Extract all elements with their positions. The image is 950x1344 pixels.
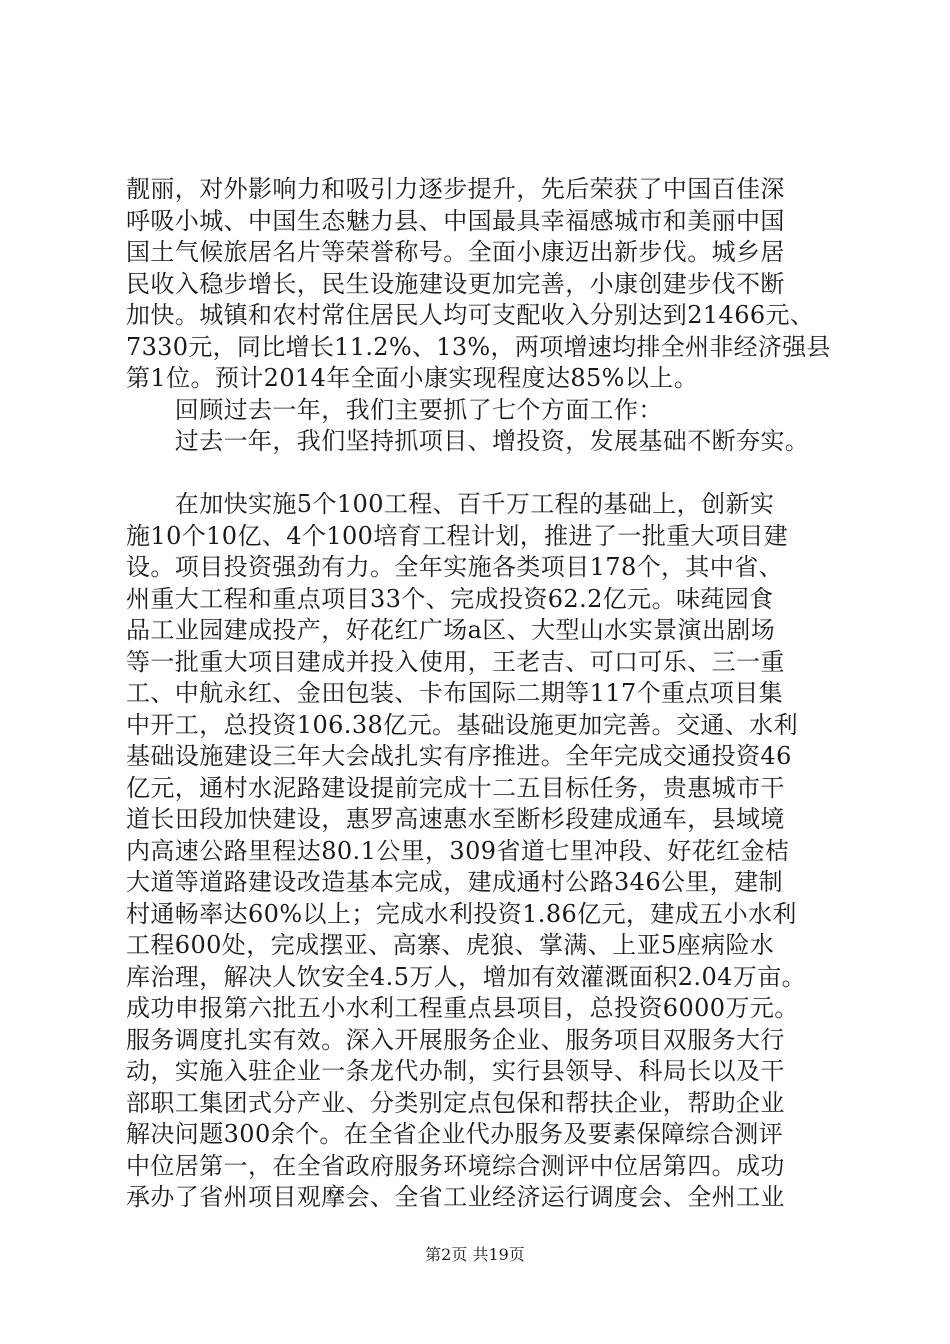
text-line: 库治理，解决人饮安全4.5万人，增加有效灌溉面积2.04万亩。	[126, 962, 807, 991]
text-line: 工程600处，完成摆亚、高寨、虎狼、掌满、上亚5座病险水	[126, 931, 775, 959]
text-line: 服务调度扎实有效。深入开展服务企业、服务项目双服务大行	[126, 1025, 785, 1054]
text-line: 施10个10亿、4个100培育工程计划，推进了一批重大项目建	[126, 521, 789, 550]
text-line: 第1位。预计2014年全面小康实现程度达85%以上。	[126, 364, 699, 392]
text-line: 大道等道路建设改造基本完成，建成通村公路346公里，建制	[126, 868, 784, 896]
document-body	[126, 174, 831, 1214]
text-line: 解决问题300余个。在全省企业代办服务及要素保障综合测评	[126, 1120, 784, 1148]
text-line: 工、中航永红、金田包装、卡布国际二期等117个重点项目集	[126, 679, 784, 707]
text-line: 国土气候旅居名片等荣誉称号。全面小康迈出新步伐。城乡居	[126, 238, 785, 266]
text-line: 承办了省州项目观摩会、全省工业经济运行调度会、全州工业	[126, 1183, 785, 1211]
paragraph-block-2	[126, 489, 826, 1214]
text-line: 7330元，同比增长11.2%、13%，两项增速均排全州非经济强县	[126, 332, 831, 361]
text-line: 动，实施入驻企业一条龙代办制，实行县领导、科局长以及干	[126, 1057, 785, 1085]
text-line: 品工业园建成投产，好花红广场a区、大型山水实景演出剧场	[126, 616, 776, 644]
paragraph-block-1	[126, 174, 831, 458]
text-line: 等一批重大项目建成并投入使用，王老吉、可口可乐、三一重	[126, 647, 785, 676]
text-line: 民收入稳步增长，民生设施建设更加完善，小康创建步伐不断	[126, 269, 785, 298]
text-line: 加快。城镇和农村常住居民人均可支配收入分别达到21466元、	[126, 301, 815, 329]
text-line: 呼吸小城、中国生态魅力县、中国最具幸福感城市和美丽中国	[126, 206, 785, 235]
text-line: 部职工集团式分产业、分类别定点包保和帮扶企业，帮助企业	[126, 1088, 785, 1117]
text-line: 州重大工程和重点项目33个、完成投资62.2亿元。味莼园食	[126, 584, 774, 613]
text-line: 在加快实施5个100工程、百千万工程的基础上，创新实	[126, 490, 775, 518]
text-line: 基础设施建设三年大会战扎实有序推进。全年完成交通投资46	[126, 742, 792, 770]
text-line: 过去一年，我们坚持抓项目、增投资，发展基础不断夯实。	[126, 427, 810, 455]
text-line: 村通畅率达60%以上；完成水利投资1.86亿元，建成五小水利	[126, 899, 797, 928]
text-line: 设。项目投资强劲有力。全年实施各类项目178个，其中省、	[126, 553, 784, 581]
text-line: 中位居第一，在全省政府服务环境综合测评中位居第四。成功	[126, 1151, 785, 1180]
text-line: 道长田段加快建设，惠罗高速惠水至断杉段建成通车，县域境	[126, 805, 785, 833]
text-line: 回顾过去一年，我们主要抓了七个方面工作：	[126, 395, 663, 424]
text-line: 中开工，总投资106.38亿元。基础设施更加完善。交通、水利	[126, 710, 798, 739]
paragraph-gap	[126, 458, 826, 490]
text-line: 亿元，通村水泥路建设提前完成十二五目标任务，贵惠城市干	[126, 773, 785, 802]
text-line: 内高速公路里程达80.1公里，309省道七里冲段、好花红金桔	[126, 836, 790, 865]
page-number-footer: 第2页 共19页	[425, 1245, 525, 1264]
text-line: 成功申报第六批五小水利工程重点县项目，总投资6000万元。	[126, 994, 799, 1022]
text-line: 靓丽，对外影响力和吸引力逐步提升，先后荣获了中国百佳深	[126, 175, 785, 203]
